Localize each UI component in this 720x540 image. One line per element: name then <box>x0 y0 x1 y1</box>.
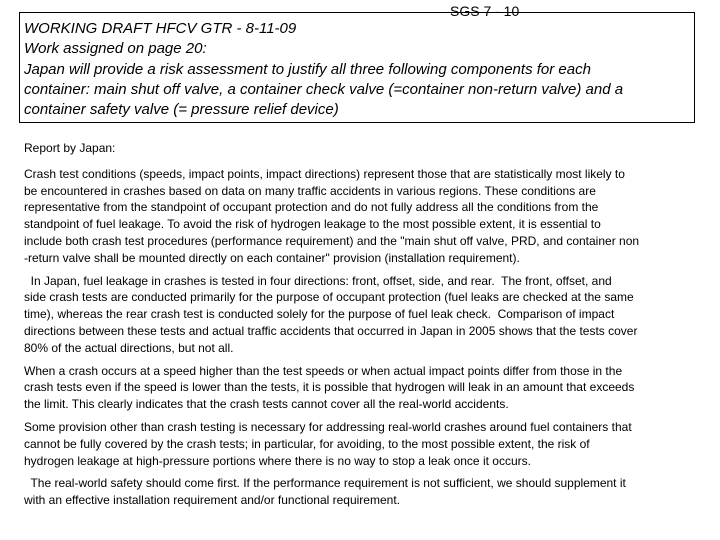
text-line: representative from the standpoint of occupant protection and do not fully address all the conditions from the <box>24 200 599 215</box>
paragraph-higher-speed-crash <box>24 363 704 413</box>
paragraph-crash-test-conditions <box>24 166 704 267</box>
text-line: -return valve shall be mounted directly on each container" provision (installation requirement). <box>24 250 520 265</box>
text-line: include both crash test procedures (performance requirement) and the "main shut off valve, PRD, and container non <box>24 233 640 248</box>
paragraph-japan-fuel-leakage <box>24 273 704 357</box>
text-line: side crash tests are conducted primarily for the purpose of occupant protection (fuel leaks are checked at the same <box>24 290 634 305</box>
text-line: crash tests even if the speed is lower than the tests, it is possible that hydrogen will leak in an amount that exceeds <box>24 380 635 395</box>
slide-number: SGS 7 - 10 <box>450 3 520 19</box>
work-assignment-box <box>19 12 695 123</box>
text-line: standpoint of fuel leakage. To avoid the risk of hydrogen leakage to the most possible extent, it is essential to <box>24 217 601 232</box>
text-line: In Japan, fuel leakage in crashes is tested in four directions: front, offset, side, and rear. The front, offset, and <box>24 273 612 288</box>
draft-title-line: WORKING DRAFT HFCV GTR - 8-11-09 <box>24 20 297 37</box>
text-line: directions between these tests and actual traffic accidents that occurred in Japan in 2005 shows that the tests cover <box>24 323 638 338</box>
text-line: 80% of the actual directions, but not all. <box>24 340 234 355</box>
text-line: cannot be fully covered by the crash tests; in particular, for avoiding, to the most possible extent, the risk of <box>24 436 590 451</box>
text-line: hydrogen leakage at high-pressure portions where there is no way to stop a leak once it occurs. <box>24 453 531 468</box>
report-label: Report by Japan: <box>24 141 116 155</box>
text-line: be encountered in crashes based on data on many traffic accidents in various regions. These conditions are <box>24 183 596 198</box>
assignment-text-line: Japan will provide a risk assessment to justify all three following components for each <box>24 60 591 78</box>
text-line: the limit. This clearly indicates that the crash tests cannot cover all the real-world accidents. <box>24 397 509 412</box>
text-line: time), whereas the rear crash test is conducted solely for the purpose of fuel leak check. Comparison of impact <box>24 307 615 322</box>
text-line: The real-world safety should come first. If the performance requirement is not sufficient, we should supplement it <box>24 476 626 491</box>
text-line: with an effective installation requirement and/or functional requirement. <box>24 493 400 508</box>
paragraph-real-world-safety <box>24 475 704 509</box>
work-assigned-line: Work assigned on page 20: <box>24 40 207 58</box>
report-body <box>24 140 704 515</box>
assignment-text-line: container: main shut off valve, a container check valve (=container non-return valve) and a <box>24 80 624 98</box>
text-line: Crash test conditions (speeds, impact points, impact directions) represent those that are statistically most likely to <box>24 166 625 181</box>
text-line: Some provision other than crash testing is necessary for addressing real-world crashes around fuel containers that <box>24 419 632 434</box>
paragraph-other-provision <box>24 419 704 469</box>
assignment-text-line: container safety valve (= pressure relief device) <box>24 101 339 119</box>
text-line: When a crash occurs at a speed higher than the test speeds or when actual impact points differ from those in the <box>24 363 623 378</box>
